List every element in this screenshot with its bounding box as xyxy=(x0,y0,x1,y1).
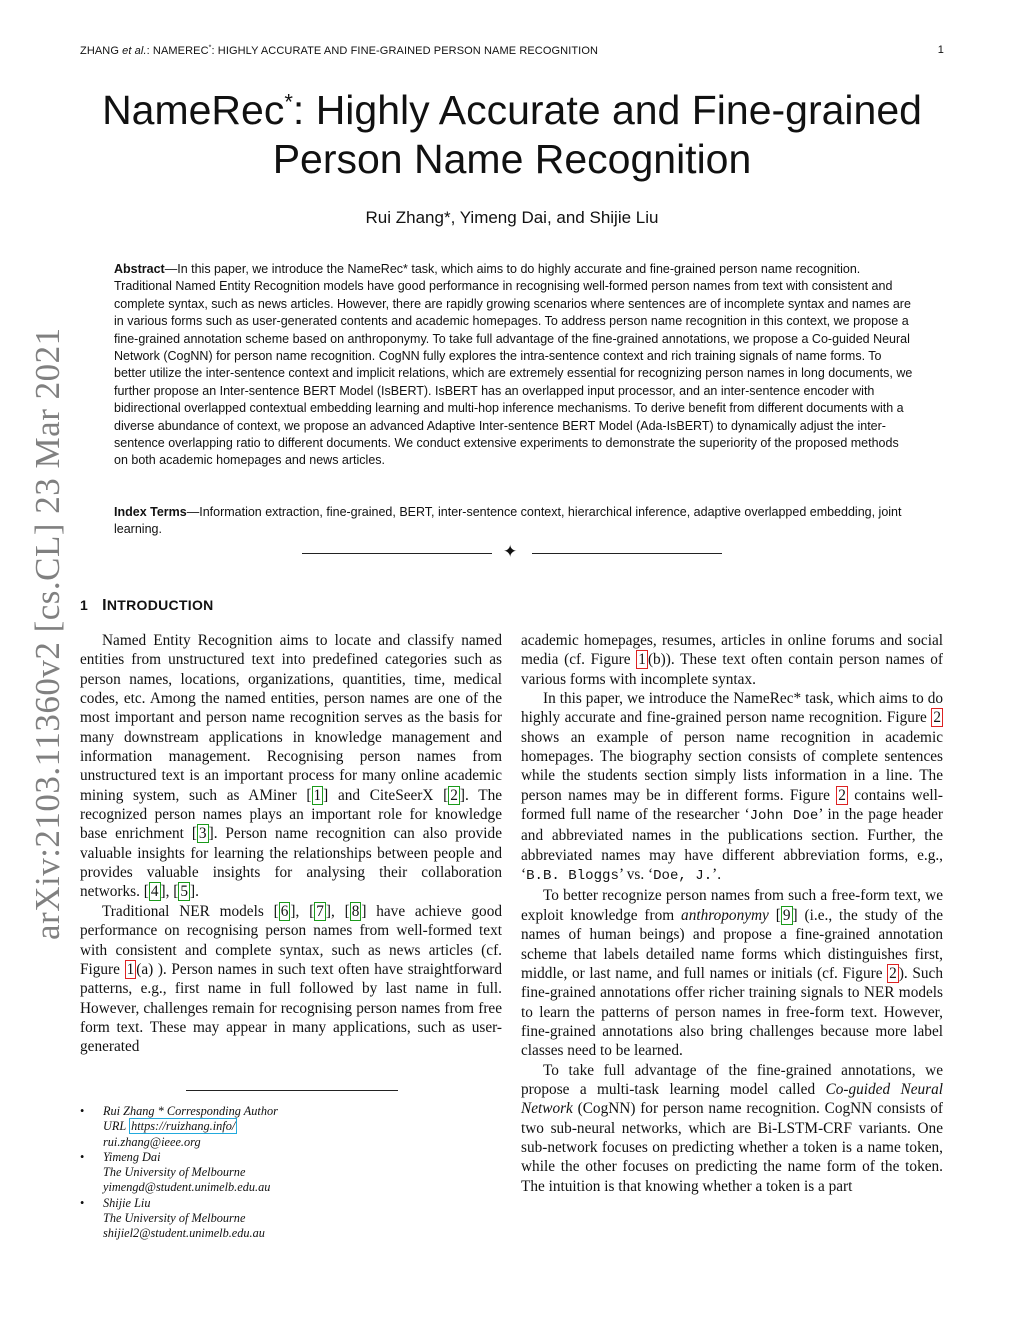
paper-title xyxy=(80,86,944,184)
code-span: Doe, J. xyxy=(653,868,713,885)
text-span: shows an example of person name recognition in academic homepages. The biography section consists of complete sentences while the students section simply lists information in a line. The person names may be in different forms. Figure xyxy=(521,728,943,804)
text-span: , xyxy=(330,902,345,920)
text-span: ). Such fine-grained annotations offer richer training signals to NER models to learn the patterns of person names in free-form text. However, fine-grained annotations also bring challenges because more label classes need to be learned. xyxy=(521,964,943,1060)
italic-span: Co-guided Neural Network xyxy=(521,1080,943,1118)
footnote-line: Rui Zhang * Corresponding Author xyxy=(103,1104,278,1118)
page-number: 1 xyxy=(937,44,944,56)
citation-link[interactable]: 5 xyxy=(180,883,189,901)
figure-link[interactable]: 2 xyxy=(889,964,897,982)
text-span: contains well-formed full name of the researcher ‘ xyxy=(521,786,943,824)
footnote-url-line xyxy=(103,1119,410,1134)
text-span: (CogNN) for person name recognition. CogNN consists of two sub-neural networks, which are Bi-LSTM-CRF variants. One sub-network focuses on predicting whether a token is a name token, while the other focuses on predicting the name form of the token. The intuition is that knowing whether a token is a part xyxy=(521,1100,943,1195)
index-terms xyxy=(114,504,914,539)
footnote-email: rui.zhang@ieee.org xyxy=(103,1134,201,1149)
bullet-icon: • xyxy=(80,1149,85,1164)
running-title-suffix: : HIGHLY ACCURATE AND FINE-GRAINED PERSON NAME RECOGNITION xyxy=(211,44,599,57)
running-title-sup: * xyxy=(208,44,212,51)
running-title-etal: et al. xyxy=(122,44,147,57)
citation-link[interactable]: 9 xyxy=(782,906,791,924)
authors: Rui Zhang*, Yimeng Dai, and Shijie Liu xyxy=(365,208,659,227)
title-part1: NameRec xyxy=(102,87,285,133)
footnote-line: Yimeng Dai xyxy=(103,1149,161,1164)
text-span: . The recognized person names plays an important role for knowledge base enrichment xyxy=(80,786,503,843)
running-title-mid: : NAMEREC xyxy=(146,44,209,57)
right-column xyxy=(521,631,943,1196)
title-line2: Person Name Recognition xyxy=(272,136,752,183)
footnote-item xyxy=(80,1104,410,1150)
running-title xyxy=(80,45,598,57)
footnote-item xyxy=(80,1150,410,1196)
citation-link[interactable]: 1 xyxy=(313,786,322,804)
intro-paragraph-1: Named Entity Recognition aims to locate and classify named entities from unstructured text into predefined categories such as person names, locations, organizations, quantities, time, medical codes, etc. Among the named entities, person names are one of the most important and person name recognition serves as the basis for many downstream applications in knowledge management and information management. Recognising person names from unstructured text is an important process for many online academic mining system, such as AMiner [ 1 ] and CiteSeerX [ 2 ]. The recognized person names plays an important role for knowledge base enrichment [ 3 ]. Person name recognition can also provide valuable insights for learning the relationships between people and provides valuable insights for analysing their collaboration networks. [ 4 ], [ 5 ]. xyxy=(80,632,503,901)
text-span: Traditional NER models xyxy=(102,902,274,920)
abstract xyxy=(114,261,914,470)
citation-link[interactable]: 4 xyxy=(150,883,159,901)
homepage-link[interactable]: https://ruizhang.info/ xyxy=(131,1119,236,1134)
arxiv-stamp: arXiv:2103.11360v2 [cs.CL] 23 Mar 2021 xyxy=(28,327,67,940)
footnote-line: The University of Melbourne xyxy=(103,1165,246,1180)
running-title-prefix: ZHANG xyxy=(80,44,123,57)
footnote-item xyxy=(80,1196,410,1242)
citation-link[interactable]: 2 xyxy=(450,786,458,804)
text-span: academic homepages, resumes, articles in online forums and social media (cf. Figure xyxy=(521,632,943,669)
text-span: (i.e., the study of the names of human beings) and propose a fine-grained annotation scheme that labels detailed name forms which distinguishes first, middle, or last name, and full names or initials (cf. Figure xyxy=(521,906,944,982)
citation-link[interactable]: 3 xyxy=(198,825,207,843)
abstract-text: —In this paper, we introduce the NameRec* task, which aims to do highly accurate and fine-grained person name recognition. Traditional Named Entity Recognition models have good performance in recognising well-formed person names from text with consistent and complete syntax, such as news articles. However, there are rapidly growing scenarios where sentences are of incomplete syntax and names are in various forms such as user-generated contents and academic homepages. To address person name recognition in this context, we propose a fine-grained annotation scheme based on anthroponymy. To take full advantage of the fine-grained annotations, we propose a Co-guided Neural Network (CogNN) for person name recognition. CogNN fully explores the intra-sentence context and rich training signals of name forms. To better utilize the inter-sentence context and implicit relations, which are extremely essential for recognizing person names in long documents, we further propose an Inter-sentence BERT Model (IsBERT). IsBERT has an overlapped input processor, and an inter-sentence encoder with bidirectional overlapped contextual embedding learning and multi-hop inference mechanisms. To derive benefit from different documents with a diverse abundance of context, we propose an advanced Adaptive Inter-sentence BERT Model (Ada-IsBERT) to dynamically adjust the inter-sentence overlapping ratio to different documents. We conduct extensive experiments to demonstrate the superiority of the proposed methods on both academic homepages and news articles. xyxy=(114,262,913,468)
divider-star-icon: ✦ xyxy=(503,542,518,562)
figure-link[interactable]: 1 xyxy=(126,960,135,978)
text-span: (b)). These text often contain person names of various forms with incomplete syntax. xyxy=(521,651,943,688)
running-header xyxy=(80,44,944,57)
text-span: In this paper, we introduce the NameRec* task, which aims to do highly accurate and fine-grained person name recognition. Figure xyxy=(521,690,943,727)
section-divider xyxy=(302,542,722,562)
citation-link[interactable]: 6 xyxy=(280,902,289,920)
author-footnotes xyxy=(80,1104,410,1242)
intro-paragraph-2: Traditional NER models [ 6 ], [ 7 ], [ 8 ] have achieve good performance on recognising person names from well-formed text with consistent and complete syntax, such as news articles (cf. Figure 1 (a) ). Person names in such text often have straightforward patterns, e.g., first name in full followed by last name in full. However, challenges remain for recognising person names from free form text. These may appear in many applications, such as user-generated xyxy=(80,902,503,1056)
text-span: ’ in the page header and abbreviated names in the publications section. Further, the abbreviated names may have different abbreviation forms, e.g., ‘ xyxy=(521,806,944,884)
intro-paragraph-2-cont xyxy=(521,631,943,689)
text-span: , xyxy=(165,883,174,901)
citation-link[interactable]: 7 xyxy=(316,902,324,920)
text-span: and CiteSeerX xyxy=(328,786,444,804)
citation-link[interactable]: 8 xyxy=(351,902,360,920)
text-span: Named Entity Recognition aims to locate and classify named entities from unstructured text into predefined categories such as person names, locations, organizations, quantities, time, medical codes, etc. Among the named entities, person names are one of the most important and person name recognition serves as the basis for many downstream applications in knowledge management and information management. Recognising person names from unstructured text is an important process for many online academic mining system, such as AMiner xyxy=(80,632,502,804)
title-part2: : Highly Accurate and Fine-grained xyxy=(292,87,922,133)
text-span: (a) ). Person names in such text often have straightforward patterns, e.g., first name in full followed by last name in full. However, challenges remain for recognising person names from free form text. These may appear in many applications, such as user-generated xyxy=(80,960,503,1056)
abstract-label: Abstract xyxy=(114,262,165,276)
footnote-line: The University of Melbourne xyxy=(103,1211,246,1226)
intro-paragraph-3 xyxy=(521,689,943,886)
bullet-icon: • xyxy=(80,1104,85,1118)
figure-link[interactable]: 2 xyxy=(933,709,941,727)
footnote-email: yimengd@student.unimelb.edu.au xyxy=(103,1180,271,1195)
footnote-url-prefix: URL xyxy=(103,1119,130,1134)
intro-paragraph-5 xyxy=(521,1061,943,1196)
intro-paragraph-4: To better recognize person names from such a free-form text, we exploit knowledge from anthroponymy [ 9 ] (i.e., the study of the names of human beings) and propose a fine-grained annotation scheme that labels detailed name forms which distinguishes first, middle, or last name, and full names or initials (cf. Figure 2 ). Such fine-grained annotations offer richer training signals to NER models to learn the patterns of person names in free-form text. However, fine-grained annotations also bring challenges because more label classes need to be learned. xyxy=(521,887,944,1060)
text-span: To take full advantage of the fine-grained annotations, we propose a multi-task learning model called xyxy=(521,1061,943,1098)
text-span: . Person name recognition can also provide valuable insights for learning the relationships between people and provides valuable insights for analysing their collaboration networks. xyxy=(80,825,502,901)
text-span: . xyxy=(195,883,199,901)
divider-line-left xyxy=(302,553,492,554)
index-terms-label: Index Terms xyxy=(114,505,187,519)
title-sup: * xyxy=(284,89,293,115)
text-span: ’ vs. ‘ xyxy=(618,866,654,884)
section-title-first: I xyxy=(102,597,107,614)
bullet-icon: • xyxy=(80,1195,85,1210)
code-span: John Doe xyxy=(749,808,819,825)
italic-span: anthroponymy xyxy=(681,906,769,924)
footnote-line: Shijie Liu xyxy=(103,1195,151,1210)
text-span: ’. xyxy=(712,866,722,884)
figure-link[interactable]: 1 xyxy=(638,651,646,669)
figure-link[interactable]: 2 xyxy=(838,786,846,804)
index-terms-text: —Information extraction, fine-grained, BERT, inter-sentence context, hierarchical inference, adaptive overlapped embedding, joint learning. xyxy=(114,505,902,537)
text-span: , xyxy=(295,902,310,920)
footnote-email: shijiel2@student.unimelb.edu.au xyxy=(103,1226,265,1241)
divider-line-right xyxy=(532,553,722,554)
text-span xyxy=(769,907,776,924)
text-span: To better recognize person names from such a free-form text, we exploit knowledge from xyxy=(521,887,943,924)
section-title-rest: NTRODUCTION xyxy=(106,597,214,613)
text-span: have achieve good performance on recognising person names from well-formed text with consistent and complete syntax, such as news articles (cf. Figure xyxy=(80,902,502,978)
section-heading xyxy=(80,597,214,615)
left-column xyxy=(80,631,502,1057)
code-span: B.B. Bloggs xyxy=(526,868,619,885)
footnote-rule xyxy=(186,1090,398,1091)
section-number: 1 xyxy=(80,597,89,613)
